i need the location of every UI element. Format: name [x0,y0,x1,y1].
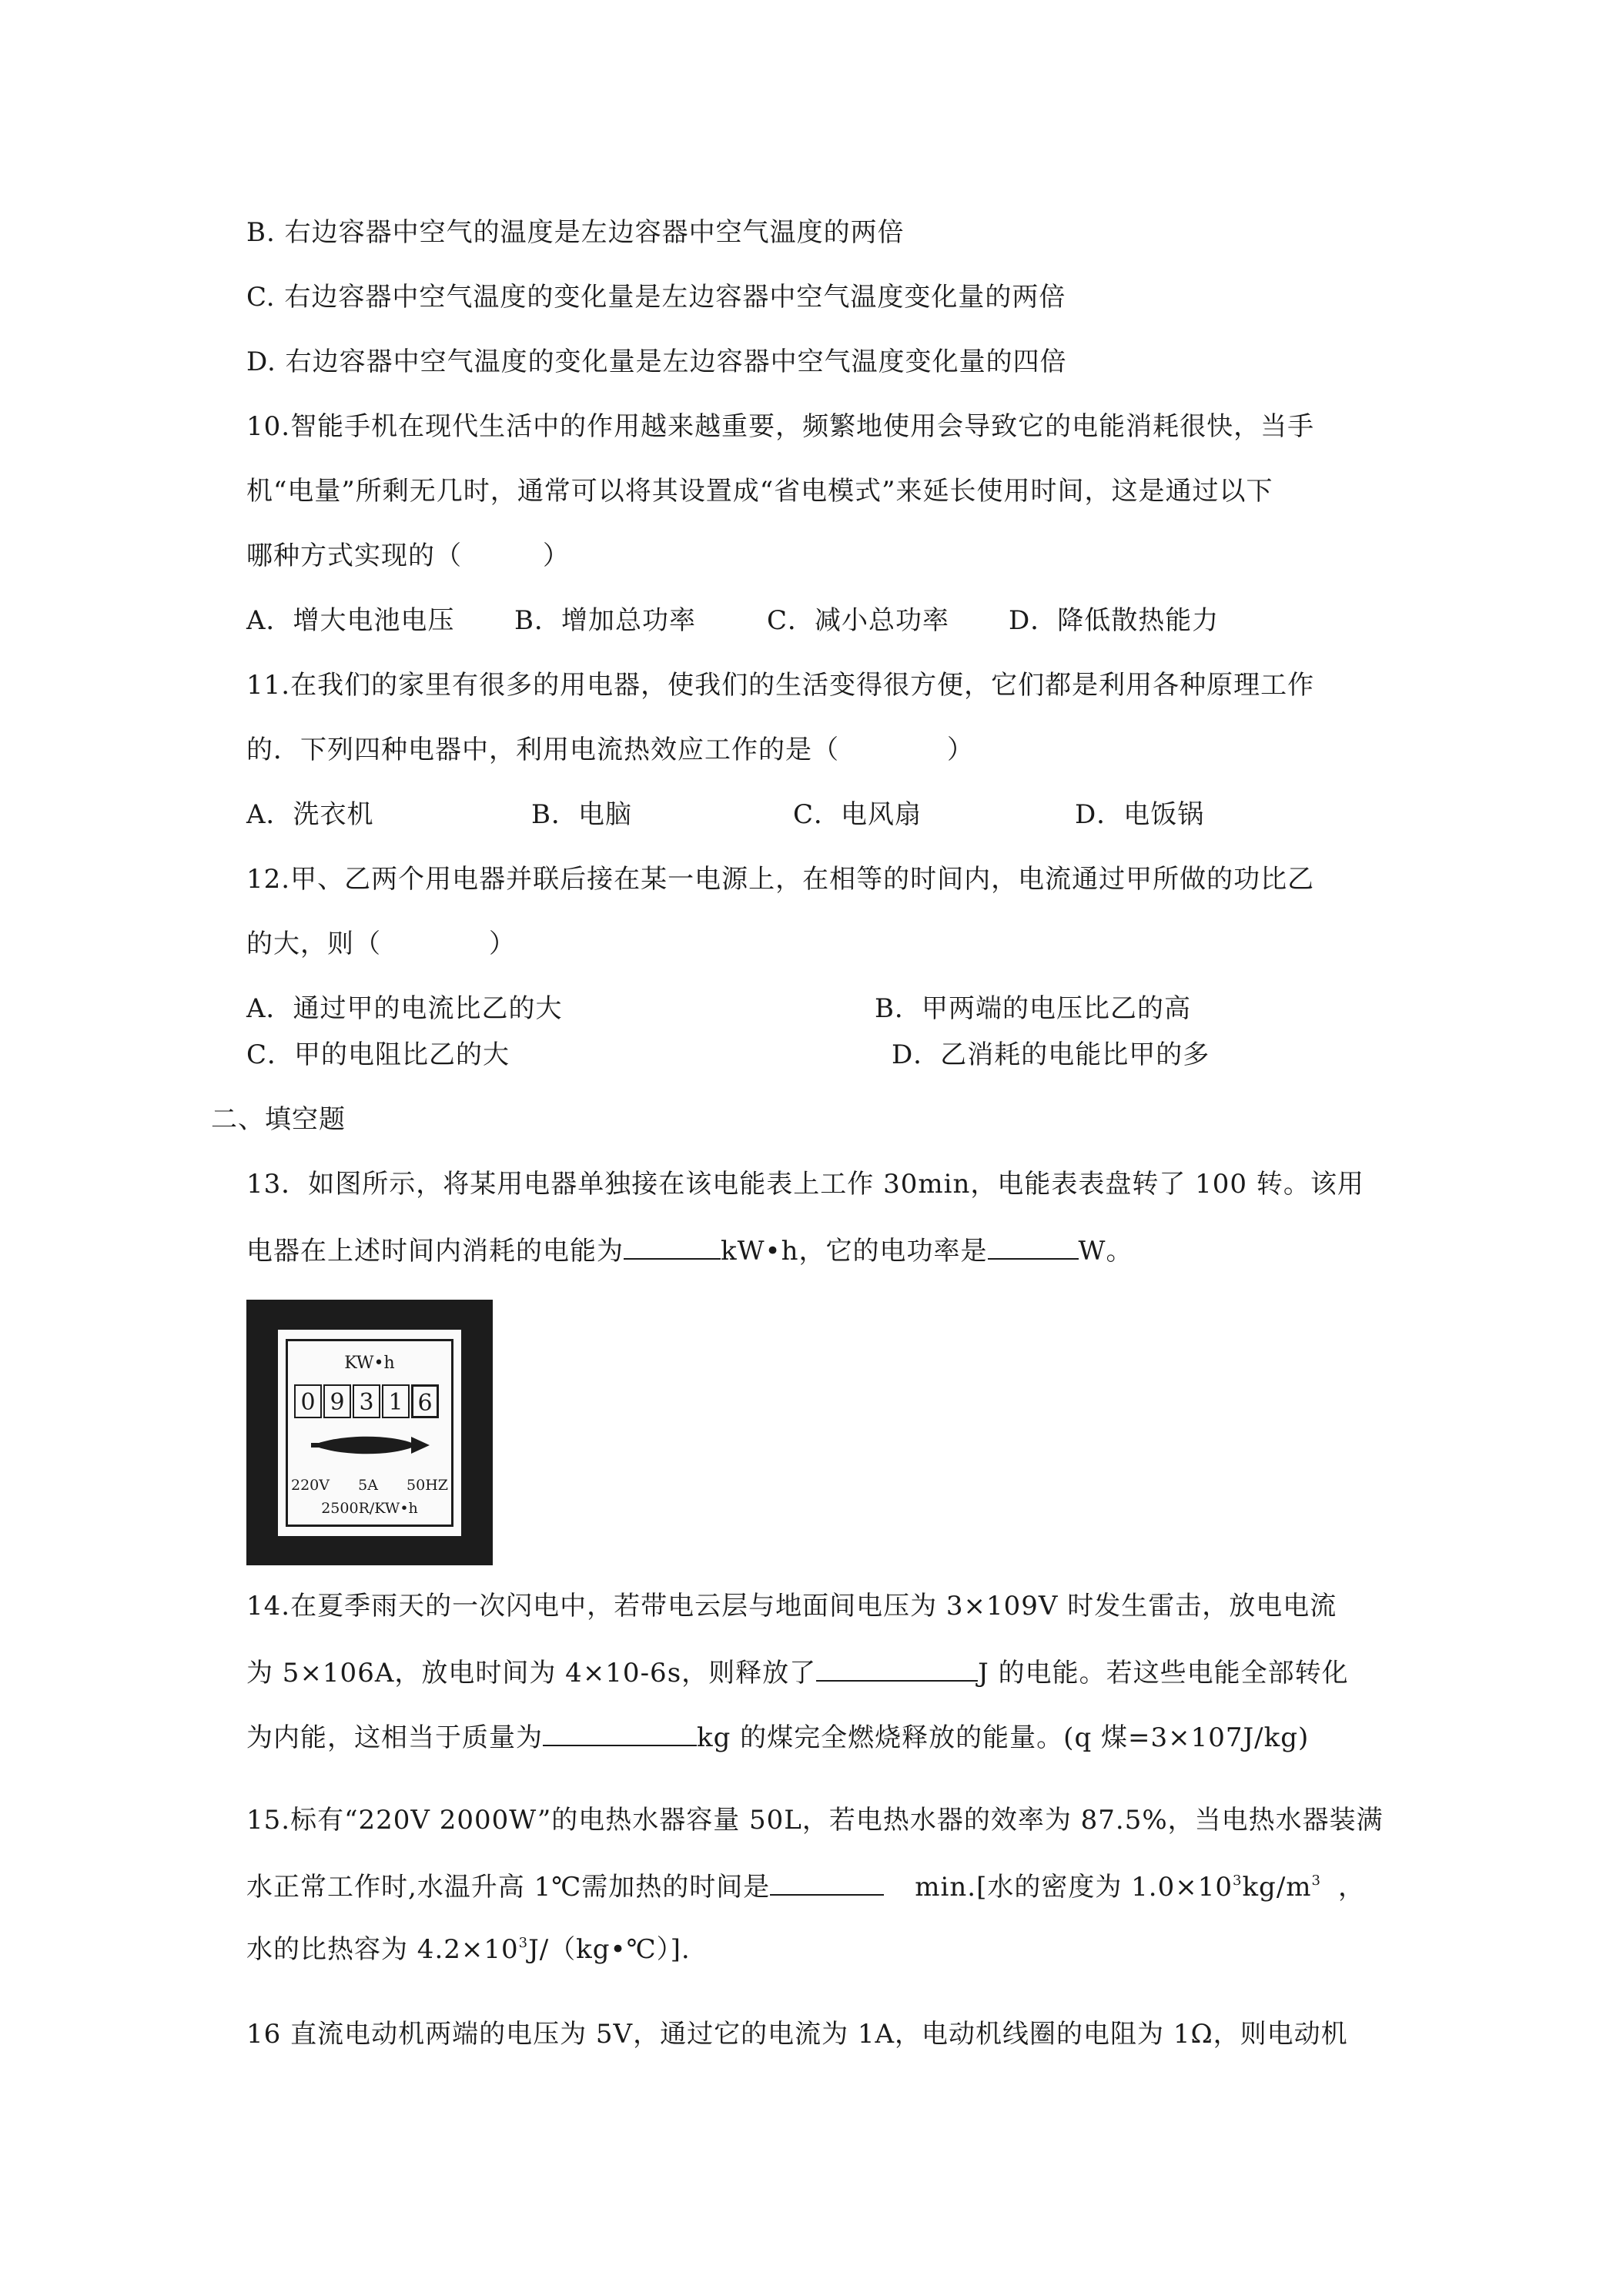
q11-option-c: C．电风扇 [793,799,922,830]
q10-option-b: B．增加总功率 [514,605,696,636]
q14-blank-mass[interactable] [543,1720,697,1746]
q12-option-a: A．通过甲的电流比乙的大 [246,993,563,1024]
q12-stem-line1: 12.甲、乙两个用电器并联后接在某一电源上，在相等的时间内，电流通过甲所做的功比乙 [246,864,1315,895]
q14-blank-energy[interactable] [816,1655,978,1682]
q13-blank-energy[interactable] [624,1233,721,1260]
q13-blank-power[interactable] [988,1233,1079,1260]
meter-rate: 2500R/KW•h [321,1500,418,1517]
q13-text-b: kW•h，它的电功率是 [721,1236,988,1267]
meter-face [276,1327,463,1538]
q9-option-b: B. 右边容器中空气的温度是左边容器中空气温度的两倍 [246,217,905,248]
meter-frequency: 50HZ [407,1477,448,1494]
q10-option-d: D．降低散热能力 [1009,605,1220,636]
q15-stem-line3 [246,1934,691,1965]
rotating-disc-arrow-icon [310,1432,433,1458]
q11-option-a: A．洗衣机 [246,799,374,830]
meter-unit-label: KW•h [344,1354,395,1373]
q11-stem-line2: 的．下列四种电器中，利用电流热效应工作的是（ ） [246,735,974,765]
meter-frame [286,1339,453,1527]
q9-option-c: C. 右边容器中空气温度的变化量是左边容器中空气温度变化量的两倍 [246,282,1066,313]
section-title-fill-in: 二、填空题 [211,1104,346,1135]
q14-stem-line3 [246,1720,1309,1753]
q14-stem-line1: 14.在夏季雨天的一次闪电中，若带电云层与地面间电压为 3×109V 时发生雷击，放电电流 [246,1591,1337,1622]
q13-stem-line1: 13．如图所示，将某用电器单独接在该电能表上工作 30min，电能表表盘转了 100 转。该用 [246,1169,1364,1200]
q11-option-d: D．电饭锅 [1075,799,1205,830]
q15-text-a: 水正常工作时,水温升高 1℃需加热的时间是 [246,1872,771,1903]
q16-stem-line1: 16 直流电动机两端的电压为 5V，通过它的电流为 1A，电动机线圈的电阻为 1Ω，则电动机 [246,2019,1348,2050]
q14-text-c: 为内能，这相当于质量为 [246,1722,543,1753]
q11-stem-line1: 11.在我们的家里有很多的用电器，使我们的生活变得很方便，它们都是利用各种原理工作 [246,670,1315,701]
q10-stem-line1: 10.智能手机在现代生活中的作用越来越重要，频繁地使用会导致它的电能消耗很快，当手 [246,411,1315,442]
meter-digit: 1 [382,1384,410,1418]
q10-stem-line3: 哪种方式实现的（ ） [246,541,570,571]
q15-sup-b: 3 [1311,1873,1321,1889]
q15-text-d: ， [1337,1872,1365,1903]
q15-sup-a: 3 [1233,1873,1243,1889]
electric-meter-figure [246,1300,493,1565]
q10-option-c: C．减小总功率 [767,605,950,636]
q10-option-a: A．增大电池电压 [246,605,455,636]
meter-digit-window [294,1384,440,1418]
q15-text-e: 水的比热容为 4.2×10 [246,1934,519,1965]
q14-text-d: kg 的煤完全燃烧释放的能量。(q 煤=3×107J/kg) [697,1722,1310,1753]
meter-digit: 3 [353,1384,380,1418]
q15-text-f: J/（kg•℃）]. [528,1934,691,1965]
q12-stem-line2: 的大，则（ ） [246,929,516,959]
q10-stem-line2: 机“电量”所剩无几时，通常可以将其设置成“省电模式”来延长使用时间，这是通过以下 [246,476,1273,507]
q14-text-a: 为 5×106A，放电时间为 4×10-6s，则释放了 [246,1658,817,1689]
q15-text-b: min.[水的密度为 1.0×10 [915,1872,1233,1903]
q13-text-c: W。 [1078,1236,1133,1267]
q14-stem-line2 [246,1655,1349,1689]
meter-digit: 9 [323,1384,351,1418]
meter-spec-row [291,1477,448,1494]
q15-sup-c: 3 [518,1935,529,1951]
q14-text-b: J 的电能。若这些电能全部转化 [978,1658,1349,1689]
q13-stem-line2 [246,1233,1133,1267]
q11-option-b: B．电脑 [531,799,632,830]
q9-option-d: D. 右边容器中空气温度的变化量是左边容器中空气温度变化量的四倍 [246,346,1067,377]
q15-text-c: kg/m [1242,1872,1312,1903]
q15-stem-line2 [246,1869,1365,1903]
meter-current: 5A [358,1477,378,1494]
q15-stem-line1: 15.标有“220V 2000W”的电热水器容量 50L，若电热水器的效率为 87.5%，当电热水器装满 [246,1805,1384,1836]
q15-blank-time[interactable] [770,1869,884,1896]
meter-digit: 0 [294,1384,322,1418]
meter-digit-decimal: 6 [411,1384,439,1418]
q12-option-b: B．甲两端的电压比乙的高 [875,993,1191,1024]
q13-text-a: 电器在上述时间内消耗的电能为 [246,1236,624,1267]
q12-option-d: D．乙消耗的电能比甲的多 [892,1039,1210,1070]
q12-option-c: C．甲的电阻比乙的大 [246,1039,510,1070]
meter-voltage: 220V [291,1477,330,1494]
